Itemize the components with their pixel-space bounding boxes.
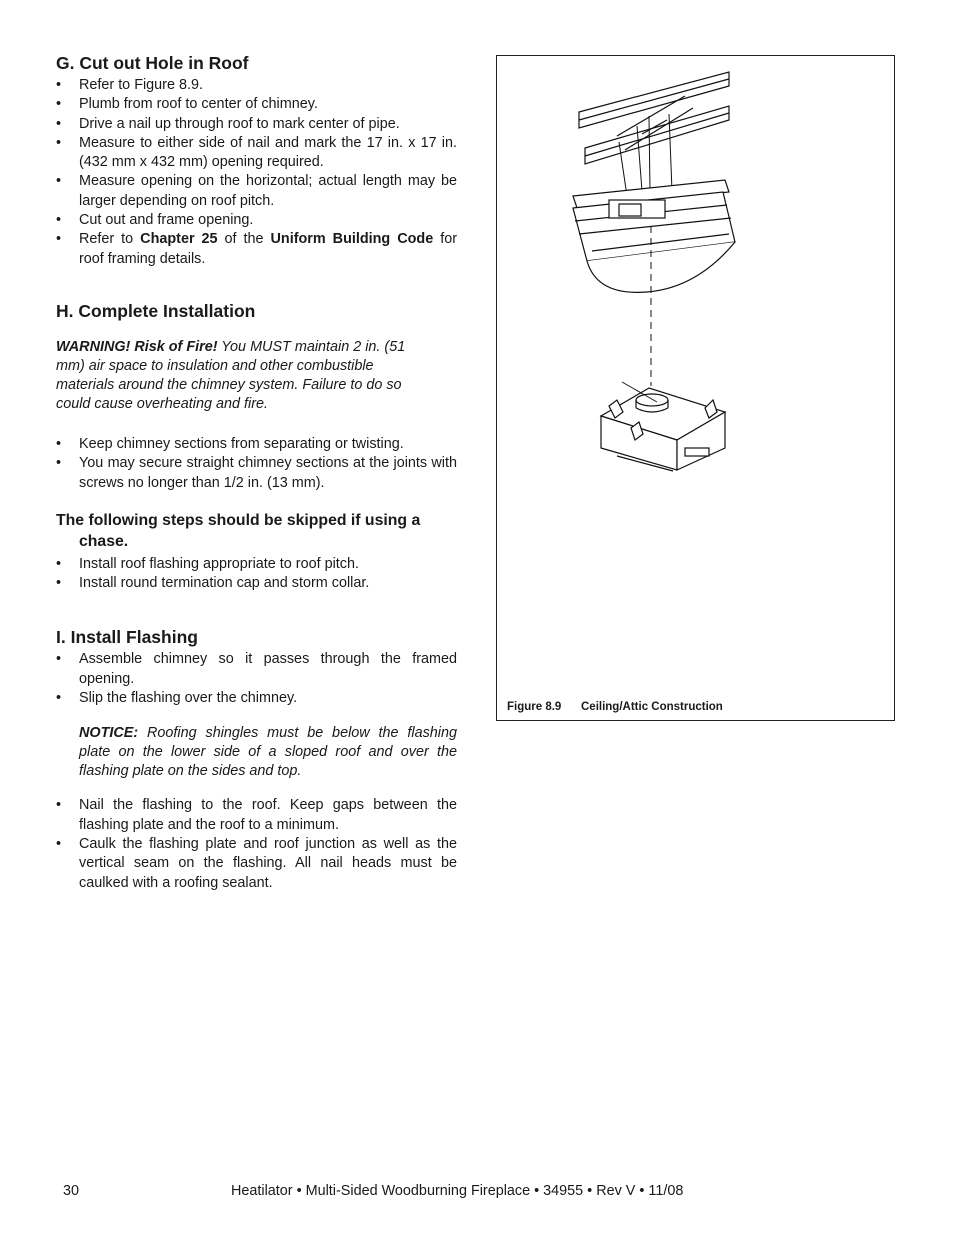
list-item: • Measure opening on the horizontal; actual length may be larger depending on roof pitch. <box>56 172 457 211</box>
ceiling-attic-diagram <box>497 56 894 696</box>
footer-text: Heatilator • Multi-Sided Woodburning Fireplace • 34955 • Rev V • 11/08 <box>231 1183 684 1199</box>
list-item: • Install round termination cap and storm collar. <box>56 574 457 593</box>
list-item: • Drive a nail up through roof to mark center of pipe. <box>56 115 457 134</box>
figure-title: Ceiling/Attic Construction <box>581 701 723 713</box>
section-h-list <box>56 435 457 493</box>
section-g-heading: G. Cut out Hole in Roof <box>56 53 249 73</box>
list-item: • Plumb from roof to center of chimney. <box>56 95 457 114</box>
left-column <box>56 52 457 893</box>
code-ref: Uniform Building Code <box>270 231 434 248</box>
section-i-list-after <box>56 796 457 892</box>
section-i-heading: I. Install Flashing <box>56 627 198 648</box>
figure-caption <box>507 701 723 713</box>
list-item: • Install roof flashing appropriate to roof pitch. <box>56 555 457 574</box>
ceiling-frame <box>573 180 735 292</box>
list-item: • Keep chimney sections from separating or twisting. <box>56 435 457 454</box>
list-item-ubc: • Refer to Chapter 25 of the Uniform Building Code for roof framing details. <box>56 230 457 269</box>
section-h-heading: H. Complete Installation <box>56 300 256 321</box>
list-item: • Cut out and frame opening. <box>56 211 457 230</box>
list-item: • Refer to Figure 8.9. <box>56 76 457 95</box>
list-item: • Measure to either side of nail and mark the 17 in. x 17 in. (432 mm x 432 mm) opening required. <box>56 134 457 173</box>
section-i-list <box>56 650 457 708</box>
notice: NOTICE: Roofing shingles must be below the flashing plate on the lower side of a sloped roof and over the flashing plate on the sides and top. <box>79 725 457 780</box>
list-item: • You may secure straight chimney sections at the joints with screws no longer than 1/2 in. (13 mm). <box>56 454 457 493</box>
list-item: • Assemble chimney so it passes through the framed opening. <box>56 650 457 689</box>
section-g-list <box>56 76 457 269</box>
page-number: 30 <box>63 1183 80 1199</box>
chase-list <box>56 555 457 594</box>
chapter-ref: Chapter 25 <box>140 231 218 248</box>
firebox <box>601 382 725 471</box>
fire-warning: WARNING! Risk of Fire! You MUST maintain 2 in. (51 mm) air space to insulation and other combustible materials around the chimney system. Failure to do so could cause overheating and fire. <box>56 338 406 412</box>
roof-rafters <box>579 72 729 164</box>
notice-label: NOTICE: <box>79 725 139 742</box>
list-item: • Nail the flashing to the roof. Keep gaps between the flashing plate and the roof to a minimum. <box>56 796 457 835</box>
list-item: • Slip the flashing over the chimney. <box>56 689 457 708</box>
figure-number: Figure 8.9 <box>507 701 562 713</box>
chase-heading: The following steps should be skipped if using a chase. <box>56 511 421 550</box>
warning-label: WARNING! Risk of Fire! <box>56 338 218 355</box>
list-item: • Caulk the flashing plate and roof junction as well as the vertical seam on the flashing. All nail heads must be caulked with a roofing sealant. <box>56 835 457 893</box>
figure-frame <box>496 55 895 721</box>
